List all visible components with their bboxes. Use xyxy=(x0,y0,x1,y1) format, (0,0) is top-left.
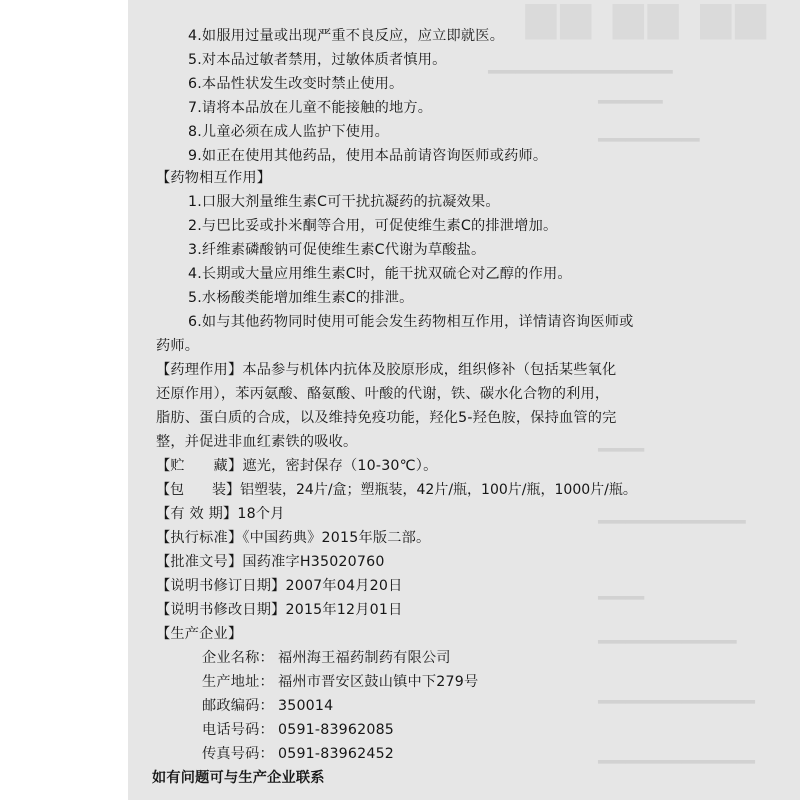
bleed-through-text: ▂▂▂▂▂ xyxy=(598,448,645,462)
phone-value: 0591-83962085 xyxy=(278,722,395,738)
interaction-item: 6.如与其他药物同时使用可能会发生药物相互作用，详情请咨询医师或 xyxy=(188,314,634,330)
precaution-item: 9.如正在使用其他药品，使用本品前请咨询医师或药师。 xyxy=(188,148,548,164)
bleed-through-text: ▂▂▂▂▂▂▂▂▂▂▂▂▂▂▂▂ xyxy=(598,520,746,534)
packaging-row: 【包 装】铝塑装，24片/盒；塑瓶装，42片/瓶，100片/瓶，1000片/瓶。 xyxy=(156,482,637,498)
standard-row: 【执行标准】《中国药典》2015年版二部。 xyxy=(156,530,431,546)
bleed-through-text: ▂▂▂▂▂ xyxy=(598,596,645,610)
shelf-life-row: 【有 效 期】18个月 xyxy=(156,506,285,522)
modification-date-row: 【说明书修改日期】2015年12月01日 xyxy=(156,602,403,618)
section-heading: 【生产企业】 xyxy=(156,626,243,642)
bleed-through-text: ▂▂▂▂▂▂▂▂▂▂▂▂▂▂▂▂▂ xyxy=(598,760,755,774)
revision-date-row: 【说明书修订日期】2007年04月20日 xyxy=(156,578,403,594)
company-name-label: 企业名称： xyxy=(202,650,274,666)
interaction-item: 5.水杨酸类能增加维生素C的排泄。 xyxy=(188,290,414,306)
precaution-item: 6.本品性状发生改变时禁止使用。 xyxy=(188,76,404,92)
pharmacology-line: 还原作用），苯丙氨酸、酪氨酸、叶酸的代谢，铁、碳水化合物的利用， xyxy=(156,386,610,402)
bleed-through-title: ▆▆ ▆▆ ▆▆ xyxy=(525,4,770,50)
address-label: 生产地址： xyxy=(202,674,274,690)
postal-code-label: 邮政编码： xyxy=(202,698,274,714)
footer-note: 如有问题可与生产企业联系 xyxy=(152,770,325,786)
precaution-item: 5.对本品过敏者禁用，过敏体质者慎用。 xyxy=(188,52,447,68)
interaction-item: 4.长期或大量应用维生素C时，能干扰双硫仑对乙醇的作用。 xyxy=(188,266,572,282)
pharmacology-line: 整，并促进非血红素铁的吸收。 xyxy=(156,434,358,450)
interaction-item-continued: 药师。 xyxy=(156,338,200,354)
interaction-item: 3.纤维素磷酸钠可促使维生素C代谢为草酸盐。 xyxy=(188,242,486,258)
approval-number-row: 【批准文号】国药准字H35020760 xyxy=(156,554,385,570)
bleed-through-text: ▂▂▂▂▂▂▂ xyxy=(598,100,663,114)
interaction-item: 1.口服大剂量维生素C可干扰抗凝药的抗凝效果。 xyxy=(188,194,500,210)
postal-code-value: 350014 xyxy=(278,698,334,714)
phone-label: 电话号码： xyxy=(202,722,274,738)
fax-value: 0591-83962452 xyxy=(278,746,395,762)
fax-label: 传真号码： xyxy=(202,746,274,762)
bleed-through-text: ▂▂▂▂▂▂▂▂▂▂▂ xyxy=(598,138,700,152)
precaution-item: 4.如服用过量或出现严重不良反应，应立即就医。 xyxy=(188,28,505,44)
bleed-through-text: ▂▂▂▂▂▂▂▂▂▂▂▂▂▂▂▂▂ xyxy=(598,700,755,714)
pharmacology-line: 脂肪、蛋白质的合成，以及维持免疫功能，羟化5-羟色胺，保持血管的完 xyxy=(156,410,617,426)
pharmacology-line: 【药理作用】本品参与机体内抗体及胶原形成，组织修补（包括某些氧化 xyxy=(156,362,617,378)
address-value: 福州市晋安区鼓山镇中下279号 xyxy=(278,674,479,690)
section-heading: 【药物相互作用】 xyxy=(156,170,272,186)
interaction-item: 2.与巴比妥或扑米酮等合用，可促使维生素C的排泄增加。 xyxy=(188,218,558,234)
bleed-through-text: ▂▂▂▂▂▂▂▂▂▂▂▂▂▂▂▂▂▂▂▂ xyxy=(488,70,673,84)
storage-row: 【贮 藏】遮光，密封保存（10-30℃）。 xyxy=(156,458,438,474)
bleed-through-text: ▂▂▂▂▂▂▂▂▂▂▂▂▂▂▂ xyxy=(598,640,737,654)
company-name-value: 福州海王福药制药有限公司 xyxy=(278,650,451,666)
precaution-item: 7.请将本品放在儿童不能接触的地方。 xyxy=(188,100,433,116)
precaution-item: 8.儿童必须在成人监护下使用。 xyxy=(188,124,389,140)
leaflet-sheet xyxy=(128,0,800,800)
